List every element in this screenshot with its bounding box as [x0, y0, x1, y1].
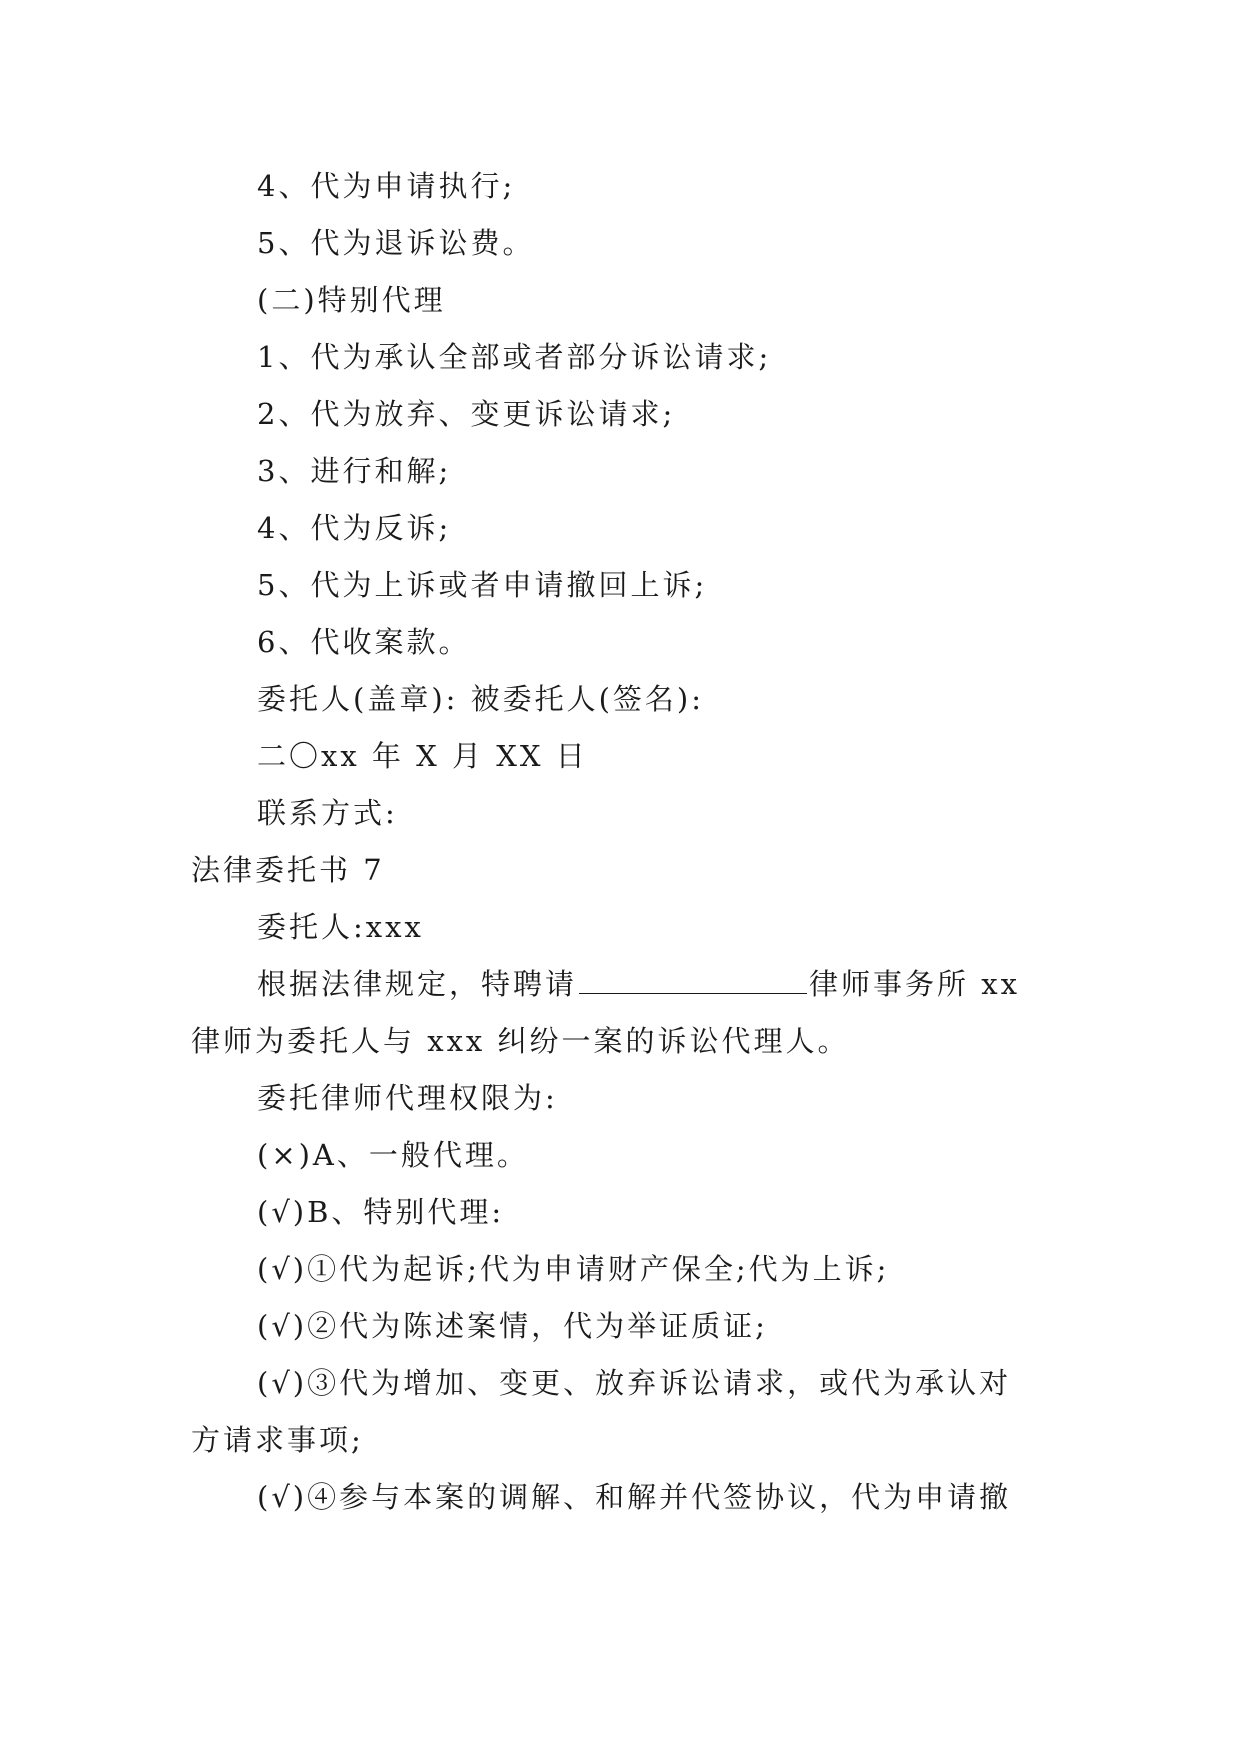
paragraph-line: 律师为委托人与 xxx 纠纷一案的诉讼代理人。 — [191, 1024, 850, 1058]
text-line: 3、进行和解; — [257, 454, 452, 488]
paragraph-text: 根据法律规定，特聘请 — [257, 967, 578, 1001]
text-line: (√)②代为陈述案情，代为举证质证; — [257, 1309, 768, 1343]
text-line: 5、代为退诉讼费。 — [257, 226, 535, 260]
text-line: (×)A、一般代理。 — [257, 1138, 529, 1172]
document-title: 法律委托书 7 — [191, 853, 385, 887]
text-line: 1、代为承认全部或者部分诉讼请求; — [257, 340, 772, 374]
signature-line: 委托人(盖章): 被委托人(签名): — [257, 682, 705, 716]
text-line: (√)③代为增加、变更、放弃诉讼请求，或代为承认对 — [257, 1366, 1012, 1400]
text-line: 委托律师代理权限为: — [257, 1081, 558, 1115]
text-line: (√)④参与本案的调解、和解并代签协议，代为申请撤 — [257, 1480, 1012, 1514]
text-line: 6、代收案款。 — [257, 625, 471, 659]
text-line: 4、代为反诉; — [257, 511, 452, 545]
paragraph-line — [257, 964, 1020, 1004]
text-line: (√)①代为起诉;代为申请财产保全;代为上诉; — [257, 1252, 890, 1286]
text-line: (√)B、特别代理: — [257, 1195, 505, 1229]
paragraph-text: 律师事务所 xx — [809, 967, 1020, 1001]
text-line: 5、代为上诉或者申请撤回上诉; — [257, 568, 708, 602]
text-line: 委托人:xxx — [257, 910, 424, 944]
text-line: 方请求事项; — [191, 1423, 364, 1457]
text-line: 4、代为申请执行; — [257, 169, 516, 203]
date-line: 二〇xx 年 X 月 XX 日 — [257, 739, 588, 773]
contact-line: 联系方式: — [257, 796, 398, 830]
section-heading: (二)特别代理 — [257, 283, 446, 317]
text-line: 2、代为放弃、变更诉讼请求; — [257, 397, 676, 431]
fill-in-blank — [579, 967, 807, 994]
